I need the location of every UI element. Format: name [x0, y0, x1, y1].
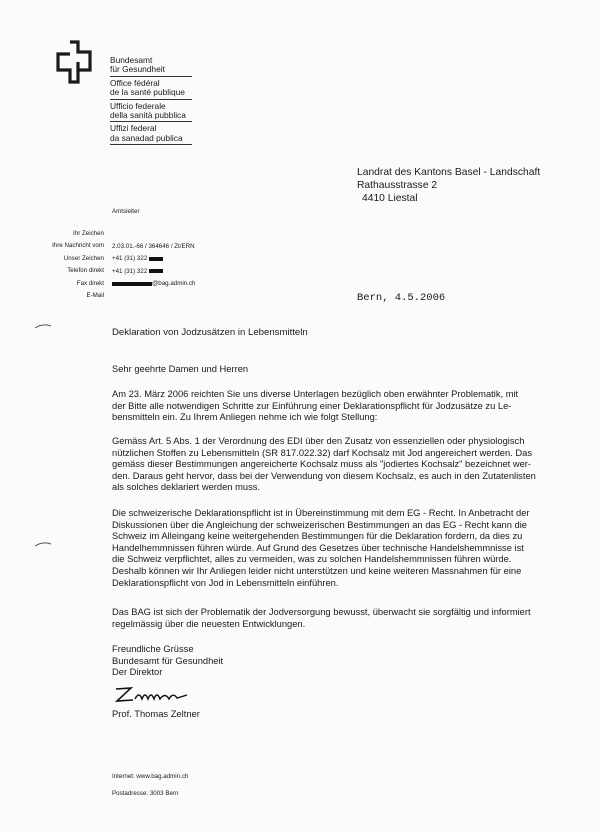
org-line: Ufficio federale [110, 100, 166, 111]
text-line: regelmässig über die neuesten Entwicklungen. [112, 618, 306, 629]
text-line: Diskussionen über die Angleichung der schweizerischen Bestimmungen an das EG - Recht kann die [112, 519, 527, 530]
text-line: Am 23. März 2006 reichten Sie uns diverse Unterlagen bezüglich oben erwähnter Problematik, mit [112, 389, 519, 399]
meta-label: Ihr Zeichen [73, 230, 104, 237]
closing-block [112, 644, 582, 679]
signer-name: Prof. Thomas Zeltner [112, 708, 200, 719]
org-line: Uffizi federal [110, 123, 157, 134]
salutation: Sehr geehrte Damen und Herren [112, 364, 249, 374]
department-label: Amtsleiter [112, 208, 140, 215]
reference-labels [0, 228, 104, 302]
meta-label: Telefon direkt [67, 267, 104, 275]
divider [110, 121, 192, 122]
paragraph-1 [112, 389, 582, 424]
office-name-de [110, 56, 192, 75]
closing-line: Der Direktor [112, 667, 163, 678]
text-line: gemäss dieser Bestimmungen angereicherte Kochsalz muss als "jodiertes Kochsalz" bezeichnet wer- [112, 459, 531, 470]
text-line: als solches deklariert werden muss. [112, 482, 261, 493]
recipient-line: Rathausstrasse 2 [357, 179, 438, 191]
punch-mark [34, 540, 52, 548]
closing-line: Bundesamt für Gesundheit [112, 655, 224, 666]
org-line: für Gesundheit [110, 64, 165, 75]
meta-label: E-Mail [86, 292, 104, 300]
text-line: Deshalb können wir Ihr Anliegen leider nicht unterstützen und keine weiteren Massnahmen für eine [112, 565, 522, 576]
email-domain: @bag.admin.ch [152, 280, 196, 288]
fax-value [112, 266, 195, 278]
footer-internet: Internet: www.bag.admin.ch [112, 773, 189, 780]
paragraph-2 [112, 436, 582, 494]
text-line: Schweiz im Alleingang keine weitergehenden Bestimmungen für die Deklaration fordern, da dies zu [112, 531, 523, 542]
office-name-fr [110, 79, 192, 98]
text-line: Handelhemmnissen führen würde. Auf Grund des Gesetzes über technische Handelshemmnisse ist [112, 542, 524, 553]
text-line: den. Daraus geht hervor, dass bei der Verwendung von diesem Kochsalz, es auch in den Zutatenlisten [112, 470, 536, 481]
divider [110, 76, 192, 77]
org-line: de la santé publique [110, 87, 185, 98]
text-line: nützlichen Stoffen zu Lebensmitteln (SR 817.022.32) darf Kochsalz mit Jod angereichert werden. Das [112, 447, 533, 458]
text-line: Gemäss Art. 5 Abs. 1 der Verordnung des EDI über den Zusatz von essenziellen oder physiologisch [112, 436, 525, 446]
paragraph-4 [112, 607, 582, 630]
divider [110, 144, 192, 145]
office-name-block [110, 56, 192, 147]
paragraph-3 [112, 508, 582, 589]
recipient-line: 4410 Liestal [362, 192, 418, 204]
redaction-bar [112, 282, 152, 286]
meta-label: Fax direkt [76, 279, 104, 287]
org-line: della sanità pubblica [110, 110, 186, 121]
org-line: da sanadad publica [110, 132, 183, 143]
meta-label: Unser Zeichen [63, 254, 104, 262]
reference-values [112, 241, 195, 291]
text-line: Die schweizerische Deklarationspflicht ist in Übereinstimmung mit dem EG - Recht. In Anbetracht der [112, 508, 530, 518]
unser-zeichen-value: 2.03.01.-66 / 364646 / Zt/ERN [112, 243, 195, 250]
letter-subject: Deklaration von Jodzusätzen in Lebensmitteln [112, 327, 308, 338]
email-value [112, 278, 195, 290]
text-line: Deklarationspflicht von Jod in Lebensmitteln einführen. [112, 577, 339, 588]
text-line: der Bitte alle notwendigen Schritte zur Einführung einer Deklarationspflicht für Jodzusätze zu Le- [112, 400, 512, 411]
org-line: Bundesamt [110, 55, 153, 65]
handwritten-signature [113, 683, 193, 707]
phone-text: +41 (31) 322 [112, 255, 148, 263]
office-name-rm [110, 124, 192, 143]
recipient-address [357, 167, 540, 205]
redaction-bar [149, 257, 163, 261]
redaction-bar [149, 269, 163, 273]
telefon-value [112, 253, 195, 265]
footer-postal-address: Postadresse: 3003 Bern [112, 790, 179, 797]
meta-label: Ihre Nachricht vom [52, 242, 104, 250]
divider [110, 99, 192, 100]
org-line: Office fédéral [110, 77, 160, 88]
swiss-cross-logo [56, 40, 92, 84]
closing-line: Freundliche Grüsse [112, 644, 194, 654]
recipient-line: Landrat des Kantons Basel - Landschaft [357, 167, 541, 178]
office-name-it [110, 102, 192, 121]
punch-mark [34, 322, 52, 330]
text-line: die Schweiz verpflichtet, alles zu vermeiden, was zu solchen Handelshemmnissen führen würde. [112, 554, 512, 565]
text-line: bensmitteln ein. Zu Ihrem Anliegen nehme ich wie folgt Stellung: [112, 412, 378, 423]
text-line: Das BAG ist sich der Problematik der Jodversorgung bewusst, überwacht sie sorgfältig und informiert [112, 607, 531, 617]
fax-text: +41 (31) 322 [112, 267, 148, 275]
letter-date: Bern, 4.5.2006 [357, 292, 446, 304]
